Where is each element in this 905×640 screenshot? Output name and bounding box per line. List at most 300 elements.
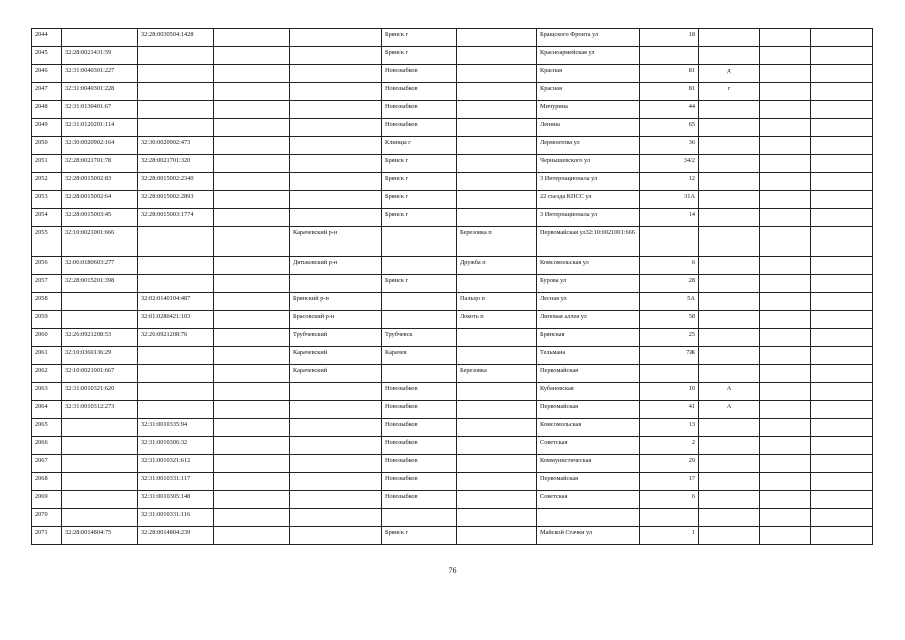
- cell-letter: [699, 137, 760, 155]
- cell-cadastral-number-2: 32:28:0021701:320: [138, 155, 214, 173]
- cell-letter: А: [699, 383, 760, 401]
- cell-column-12: [811, 527, 873, 545]
- cell-street: Красная: [537, 83, 640, 101]
- cell-house-number: 81: [640, 65, 699, 83]
- cell-city: [382, 311, 457, 329]
- table-row: [32, 209, 873, 227]
- cell-row-number: 2051: [32, 155, 62, 173]
- cell-street: Лермонтова ул: [537, 137, 640, 155]
- cell-house-number: 18: [640, 29, 699, 47]
- cell-house-number: 17: [640, 473, 699, 491]
- cell-settlement: Локоть п: [457, 311, 537, 329]
- cell-column-4: [214, 401, 290, 419]
- cell-cadastral-number: 32:28:0015002:64: [62, 191, 138, 209]
- cell-row-number: 2061: [32, 347, 62, 365]
- cell-cadastral-number-2: [138, 47, 214, 65]
- cell-settlement: [457, 383, 537, 401]
- cell-cadastral-number: 32:06:0180603:277: [62, 257, 138, 275]
- cell-row-number: 2067: [32, 455, 62, 473]
- cell-house-number: 13: [640, 419, 699, 437]
- cell-row-number: 2058: [32, 293, 62, 311]
- cell-cadastral-number-2: [138, 383, 214, 401]
- cell-cadastral-number: 32:31:0040301:227: [62, 65, 138, 83]
- cell-district: [290, 65, 382, 83]
- cell-column-4: [214, 455, 290, 473]
- cell-column-11: [760, 473, 811, 491]
- cell-cadastral-number: [62, 293, 138, 311]
- cell-cadastral-number-2: 32:28:0030504:1428: [138, 29, 214, 47]
- cell-settlement: [457, 47, 537, 65]
- cell-column-11: [760, 227, 811, 257]
- table-row: [32, 293, 873, 311]
- cell-row-number: 2064: [32, 401, 62, 419]
- cell-house-number: 36: [640, 137, 699, 155]
- cell-city: Брянск г: [382, 155, 457, 173]
- cell-house-number: 14: [640, 209, 699, 227]
- cell-cadastral-number-2: [138, 275, 214, 293]
- cell-street: Лесная ул: [537, 293, 640, 311]
- cell-column-11: [760, 419, 811, 437]
- cell-district: [290, 29, 382, 47]
- cell-column-12: [811, 155, 873, 173]
- cell-column-11: [760, 437, 811, 455]
- table-row: [32, 83, 873, 101]
- cell-cadastral-number-2: [138, 65, 214, 83]
- cell-cadastral-number: [62, 473, 138, 491]
- cell-street: Первомайская ул32:10:0021001:666: [537, 227, 640, 257]
- table-row: [32, 383, 873, 401]
- cell-cadastral-number-2: 32:01:0280421:103: [138, 311, 214, 329]
- cell-column-11: [760, 455, 811, 473]
- cell-cadastral-number-2: [138, 101, 214, 119]
- cell-district: Карачевский: [290, 365, 382, 383]
- cell-settlement: [457, 275, 537, 293]
- cell-house-number: 25: [640, 329, 699, 347]
- cell-district: [290, 527, 382, 545]
- cell-street: 3 Интернационала ул: [537, 173, 640, 191]
- cell-settlement: [457, 491, 537, 509]
- cell-cadastral-number-2: 32:31:0010321:612: [138, 455, 214, 473]
- table-row: [32, 347, 873, 365]
- cell-column-4: [214, 293, 290, 311]
- cell-letter: [699, 173, 760, 191]
- cell-column-12: [811, 383, 873, 401]
- cell-city: Новозыбков: [382, 437, 457, 455]
- cell-city: Брянск г: [382, 275, 457, 293]
- cell-cadastral-number-2: 32:28:0015002:2340: [138, 173, 214, 191]
- cell-street: Мичурина: [537, 101, 640, 119]
- cell-cadastral-number-2: 32:30:0020902:473: [138, 137, 214, 155]
- cell-letter: [699, 311, 760, 329]
- cell-column-4: [214, 491, 290, 509]
- cell-house-number: 5А: [640, 293, 699, 311]
- cell-column-4: [214, 65, 290, 83]
- cell-column-4: [214, 275, 290, 293]
- cell-city: [382, 365, 457, 383]
- cell-column-12: [811, 275, 873, 293]
- table-row: [32, 491, 873, 509]
- cell-letter: [699, 293, 760, 311]
- cell-house-number: 6: [640, 491, 699, 509]
- cell-house-number: 2: [640, 437, 699, 455]
- cell-cadastral-number: 32:28:0021431:59: [62, 47, 138, 65]
- cell-settlement: [457, 209, 537, 227]
- cell-column-12: [811, 65, 873, 83]
- cell-column-12: [811, 119, 873, 137]
- cell-cadastral-number: [62, 455, 138, 473]
- cell-column-11: [760, 509, 811, 527]
- cell-street: Коммунистическая: [537, 455, 640, 473]
- cell-cadastral-number-2: 32:26:0921208:76: [138, 329, 214, 347]
- cell-column-12: [811, 365, 873, 383]
- cell-column-4: [214, 383, 290, 401]
- cell-cadastral-number: 32:10:0021001:666: [62, 227, 138, 257]
- cell-house-number: 7Ж: [640, 347, 699, 365]
- cell-column-12: [811, 473, 873, 491]
- cell-row-number: 2066: [32, 437, 62, 455]
- cell-district: [290, 191, 382, 209]
- cell-letter: [699, 119, 760, 137]
- table-row: [32, 29, 873, 47]
- table-row: [32, 191, 873, 209]
- cell-district: [290, 401, 382, 419]
- cell-cadastral-number-2: 32:31:0010331:116: [138, 509, 214, 527]
- cell-column-11: [760, 65, 811, 83]
- cell-house-number: 12: [640, 173, 699, 191]
- cell-city: Новозыбков: [382, 419, 457, 437]
- cell-row-number: 2065: [32, 419, 62, 437]
- cell-street: Бурова ул: [537, 275, 640, 293]
- cell-column-11: [760, 275, 811, 293]
- cell-row-number: 2055: [32, 227, 62, 257]
- cell-cadastral-number-2: [138, 365, 214, 383]
- cell-column-11: [760, 101, 811, 119]
- cell-house-number: 44: [640, 101, 699, 119]
- cell-row-number: 2062: [32, 365, 62, 383]
- cell-district: Трубчевский: [290, 329, 382, 347]
- cell-column-12: [811, 491, 873, 509]
- table-row: [32, 527, 873, 545]
- cell-column-11: [760, 401, 811, 419]
- cell-column-11: [760, 137, 811, 155]
- cell-city: Новозыбков: [382, 83, 457, 101]
- cell-city: Новозыбков: [382, 101, 457, 119]
- cell-column-12: [811, 137, 873, 155]
- cell-column-4: [214, 329, 290, 347]
- cell-letter: [699, 101, 760, 119]
- cell-district: [290, 509, 382, 527]
- cell-column-4: [214, 155, 290, 173]
- cell-cadastral-number-2: [138, 119, 214, 137]
- register-table-body: [32, 29, 873, 545]
- cell-settlement: Дружба п: [457, 257, 537, 275]
- cell-district: Брасовский р-н: [290, 311, 382, 329]
- cell-row-number: 2054: [32, 209, 62, 227]
- cell-house-number: 1: [640, 527, 699, 545]
- cell-letter: [699, 527, 760, 545]
- cell-district: [290, 155, 382, 173]
- table-row: [32, 275, 873, 293]
- cell-row-number: 2045: [32, 47, 62, 65]
- table-row: [32, 47, 873, 65]
- cell-column-12: [811, 83, 873, 101]
- cell-street: Майской Стачки ул: [537, 527, 640, 545]
- cell-district: [290, 473, 382, 491]
- cell-column-11: [760, 311, 811, 329]
- table-row: [32, 365, 873, 383]
- cell-column-12: [811, 347, 873, 365]
- cell-row-number: 2047: [32, 83, 62, 101]
- table-row: [32, 401, 873, 419]
- cell-city: [382, 227, 457, 257]
- table-row: [32, 257, 873, 275]
- cell-column-11: [760, 293, 811, 311]
- cell-column-11: [760, 173, 811, 191]
- cell-house-number: [640, 227, 699, 257]
- cell-column-4: [214, 509, 290, 527]
- cell-column-12: [811, 47, 873, 65]
- cell-row-number: 2044: [32, 29, 62, 47]
- cell-district: [290, 137, 382, 155]
- cell-street: Липовая аллея ул: [537, 311, 640, 329]
- cell-street: 22 съезда КПСС ул: [537, 191, 640, 209]
- cell-street: Ленина: [537, 119, 640, 137]
- cell-cadastral-number: 32:28:0021701:78: [62, 155, 138, 173]
- cell-column-11: [760, 119, 811, 137]
- cell-house-number: 6: [640, 257, 699, 275]
- cell-house-number: 34/2: [640, 155, 699, 173]
- cell-city: [382, 257, 457, 275]
- table-row: [32, 473, 873, 491]
- cell-settlement: [457, 509, 537, 527]
- cell-column-11: [760, 29, 811, 47]
- cell-column-12: [811, 257, 873, 275]
- cell-letter: [699, 329, 760, 347]
- cell-city: Брянск г: [382, 47, 457, 65]
- cell-column-11: [760, 329, 811, 347]
- cell-row-number: 2071: [32, 527, 62, 545]
- cell-column-11: [760, 155, 811, 173]
- cell-row-number: 2056: [32, 257, 62, 275]
- cell-settlement: [457, 401, 537, 419]
- cell-row-number: 2057: [32, 275, 62, 293]
- table-row: [32, 173, 873, 191]
- cell-house-number: 81: [640, 83, 699, 101]
- cell-column-4: [214, 365, 290, 383]
- cell-column-11: [760, 257, 811, 275]
- cell-cadastral-number: [62, 509, 138, 527]
- cell-row-number: 2070: [32, 509, 62, 527]
- cell-letter: [699, 419, 760, 437]
- cell-cadastral-number: [62, 437, 138, 455]
- cell-settlement: [457, 173, 537, 191]
- table-row: [32, 455, 873, 473]
- cell-settlement: [457, 191, 537, 209]
- cell-city: Новозыбков: [382, 455, 457, 473]
- cell-city: Брянск г: [382, 29, 457, 47]
- cell-district: Карачевский: [290, 347, 382, 365]
- cell-house-number: [640, 47, 699, 65]
- cell-cadastral-number-2: [138, 83, 214, 101]
- cell-column-4: [214, 173, 290, 191]
- cell-column-12: [811, 401, 873, 419]
- table-row: [32, 65, 873, 83]
- cell-cadastral-number-2: 32:31:0010331:117: [138, 473, 214, 491]
- cell-city: Новозыбков: [382, 491, 457, 509]
- cell-letter: [699, 365, 760, 383]
- cell-cadastral-number: [62, 311, 138, 329]
- cell-settlement: [457, 329, 537, 347]
- cell-column-11: [760, 347, 811, 365]
- table-row: [32, 419, 873, 437]
- cell-street: Комсомольская ул: [537, 257, 640, 275]
- cell-row-number: 2060: [32, 329, 62, 347]
- cell-column-11: [760, 191, 811, 209]
- cell-column-12: [811, 101, 873, 119]
- cell-cadastral-number: 32:26:0921208:53: [62, 329, 138, 347]
- cell-street: Бращского Фронта ул: [537, 29, 640, 47]
- cell-letter: [699, 29, 760, 47]
- cell-city: Новозыбков: [382, 65, 457, 83]
- table-row: [32, 155, 873, 173]
- cell-letter: [699, 473, 760, 491]
- cell-row-number: 2050: [32, 137, 62, 155]
- cell-column-11: [760, 365, 811, 383]
- cell-street: Тельмана: [537, 347, 640, 365]
- cell-column-4: [214, 257, 290, 275]
- cell-cadastral-number: [62, 419, 138, 437]
- cell-letter: г: [699, 83, 760, 101]
- cell-house-number: 10: [640, 383, 699, 401]
- cell-house-number: 58: [640, 311, 699, 329]
- cell-letter: [699, 455, 760, 473]
- cell-cadastral-number-2: [138, 227, 214, 257]
- cell-column-12: [811, 29, 873, 47]
- cell-column-4: [214, 119, 290, 137]
- cell-settlement: [457, 137, 537, 155]
- cell-cadastral-number: 32:31:0130401:67: [62, 101, 138, 119]
- cell-row-number: 2069: [32, 491, 62, 509]
- cell-column-11: [760, 527, 811, 545]
- cell-column-12: [811, 509, 873, 527]
- cell-street: Красная: [537, 65, 640, 83]
- table-row: [32, 137, 873, 155]
- cell-cadastral-number-2: 32:31:0010335:94: [138, 419, 214, 437]
- cell-letter: [699, 437, 760, 455]
- cell-row-number: 2048: [32, 101, 62, 119]
- cell-cadastral-number: 32:28:0015003:45: [62, 209, 138, 227]
- cell-column-12: [811, 227, 873, 257]
- cell-street: Советская: [537, 491, 640, 509]
- cell-city: Брянск г: [382, 191, 457, 209]
- cell-row-number: 2063: [32, 383, 62, 401]
- cell-house-number: [640, 509, 699, 527]
- cell-letter: [699, 275, 760, 293]
- cell-city: Карачев: [382, 347, 457, 365]
- cell-house-number: 31А: [640, 191, 699, 209]
- cell-settlement: [457, 347, 537, 365]
- cell-row-number: 2052: [32, 173, 62, 191]
- cell-house-number: 41: [640, 401, 699, 419]
- cell-column-12: [811, 311, 873, 329]
- cell-cadastral-number-2: 32:28:0015002:2893: [138, 191, 214, 209]
- cell-cadastral-number: 32:30:0020902:164: [62, 137, 138, 155]
- cell-settlement: [457, 437, 537, 455]
- cell-street: [537, 509, 640, 527]
- cell-city: Новозыбков: [382, 401, 457, 419]
- cell-city: Брянск г: [382, 173, 457, 191]
- cell-cadastral-number: [62, 29, 138, 47]
- cell-city: [382, 293, 457, 311]
- cell-city: Новозыбков: [382, 119, 457, 137]
- cell-settlement: Березовка п: [457, 227, 537, 257]
- cell-row-number: 2046: [32, 65, 62, 83]
- cell-district: [290, 47, 382, 65]
- cell-column-4: [214, 47, 290, 65]
- cell-letter: А: [699, 401, 760, 419]
- cell-settlement: [457, 527, 537, 545]
- cell-city: Трубчевск: [382, 329, 457, 347]
- cell-city: [382, 509, 457, 527]
- cell-letter: [699, 191, 760, 209]
- cell-column-4: [214, 191, 290, 209]
- cell-city: Клинцы г: [382, 137, 457, 155]
- cell-column-4: [214, 527, 290, 545]
- cell-column-4: [214, 101, 290, 119]
- cell-letter: [699, 47, 760, 65]
- cell-street: Советская: [537, 437, 640, 455]
- cell-column-11: [760, 383, 811, 401]
- table-row: [32, 119, 873, 137]
- cell-settlement: [457, 455, 537, 473]
- cell-column-4: [214, 437, 290, 455]
- cell-street: Первомайская: [537, 473, 640, 491]
- cell-column-12: [811, 437, 873, 455]
- cell-settlement: [457, 119, 537, 137]
- cell-city: Новозыбков: [382, 383, 457, 401]
- cell-column-12: [811, 419, 873, 437]
- cell-column-12: [811, 191, 873, 209]
- cell-column-4: [214, 347, 290, 365]
- cell-cadastral-number: 32:31:0120201:114: [62, 119, 138, 137]
- page-number: 76: [448, 566, 457, 575]
- cell-cadastral-number: 32:28:0015201:398: [62, 275, 138, 293]
- cell-street: Первомайская: [537, 401, 640, 419]
- cell-settlement: [457, 29, 537, 47]
- cell-cadastral-number: 32:31:0010312:273: [62, 401, 138, 419]
- cell-column-12: [811, 293, 873, 311]
- cell-district: Дятьковский р-н: [290, 257, 382, 275]
- cell-cadastral-number-2: 32:28:0014804:239: [138, 527, 214, 545]
- cell-street: Кубановская: [537, 383, 640, 401]
- cell-house-number: 65: [640, 119, 699, 137]
- cell-district: [290, 209, 382, 227]
- cell-house-number: [640, 365, 699, 383]
- cell-district: [290, 437, 382, 455]
- cell-settlement: [457, 473, 537, 491]
- cell-column-12: [811, 209, 873, 227]
- table-row: [32, 311, 873, 329]
- cell-cadastral-number: 32:31:0010321:620: [62, 383, 138, 401]
- cell-column-11: [760, 83, 811, 101]
- cell-column-4: [214, 227, 290, 257]
- cell-letter: [699, 347, 760, 365]
- cell-settlement: Пальцо п: [457, 293, 537, 311]
- cell-row-number: 2068: [32, 473, 62, 491]
- cell-house-number: 29: [640, 455, 699, 473]
- cell-settlement: [457, 83, 537, 101]
- cell-district: [290, 275, 382, 293]
